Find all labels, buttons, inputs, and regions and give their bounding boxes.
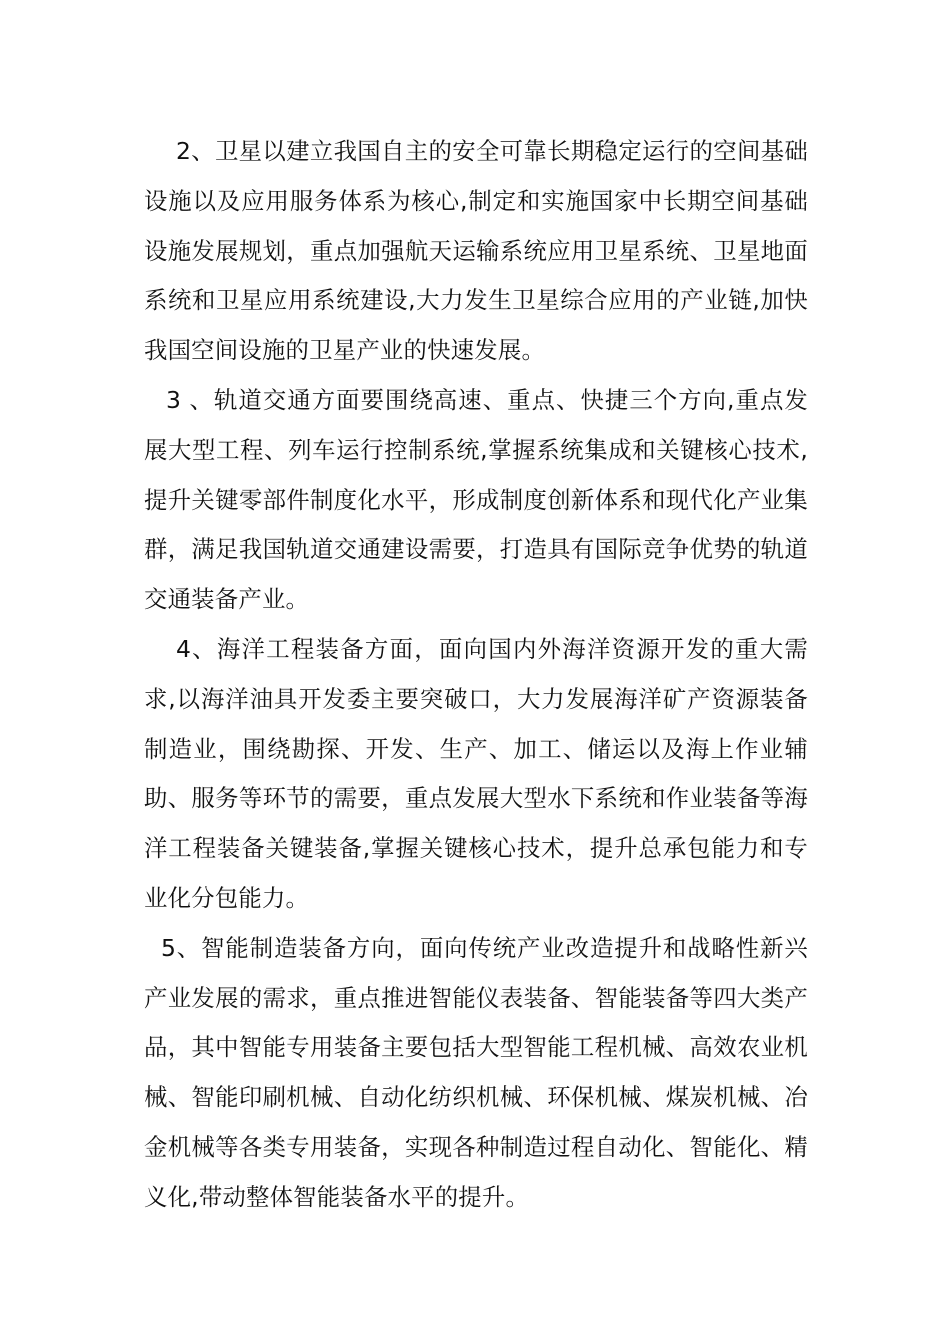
document-body xyxy=(144,127,808,1223)
paragraph-rail-transit: 3 、轨道交通方面要围绕高速、重点、快捷三个方向,重点发展大型工程、列车运行控制系统,掌握系统集成和关键核心技术,提升关键零部件制度化水平，形成制度创新体系和现代化产业集群，满足我国轨道交通建设需要，打造具有国际竞争优势的轨道交通装备产业。 xyxy=(144,385,808,614)
paragraph-ocean-engineering: 4、海洋工程装备方面，面向国内外海洋资源开发的重大需求,以海洋油具开发委主要突破口，大力发展海洋矿产资源装备制造业，围绕勘探、开发、生产、加工、储运以及海上作业辅助、服务等环节的需要，重点发展大型水下系统和作业装备等海洋工程装备关键装备,掌握关键核心技术，提升总承包能力和专业化分包能力。 xyxy=(144,634,808,912)
paragraph-intelligent-manufacturing: 5、智能制造装备方向，面向传统产业改造提升和战略性新兴产业发展的需求，重点推进智能仪表装备、智能装备等四大类产品，其中智能专用装备主要包括大型智能工程机械、高效农业机械、智能印刷机械、自动化纺织机械、环保机械、煤炭机械、冶金机械等各类专用装备，实现各种制造过程自动化、智能化、精义化,带动整体智能装备水平的提升。 xyxy=(144,933,808,1211)
paragraph-satellite: 2、卫星以建立我国自主的安全可靠长期稳定运行的空间基础设施以及应用服务体系为核心,制定和实施国家中长期空间基础设施发展规划，重点加强航天运输系统应用卫星系统、卫星地面系统和卫星应用系统建设,大力发生卫星综合应用的产业链,加快我国空间设施的卫星产业的快速发展。 xyxy=(144,137,808,365)
